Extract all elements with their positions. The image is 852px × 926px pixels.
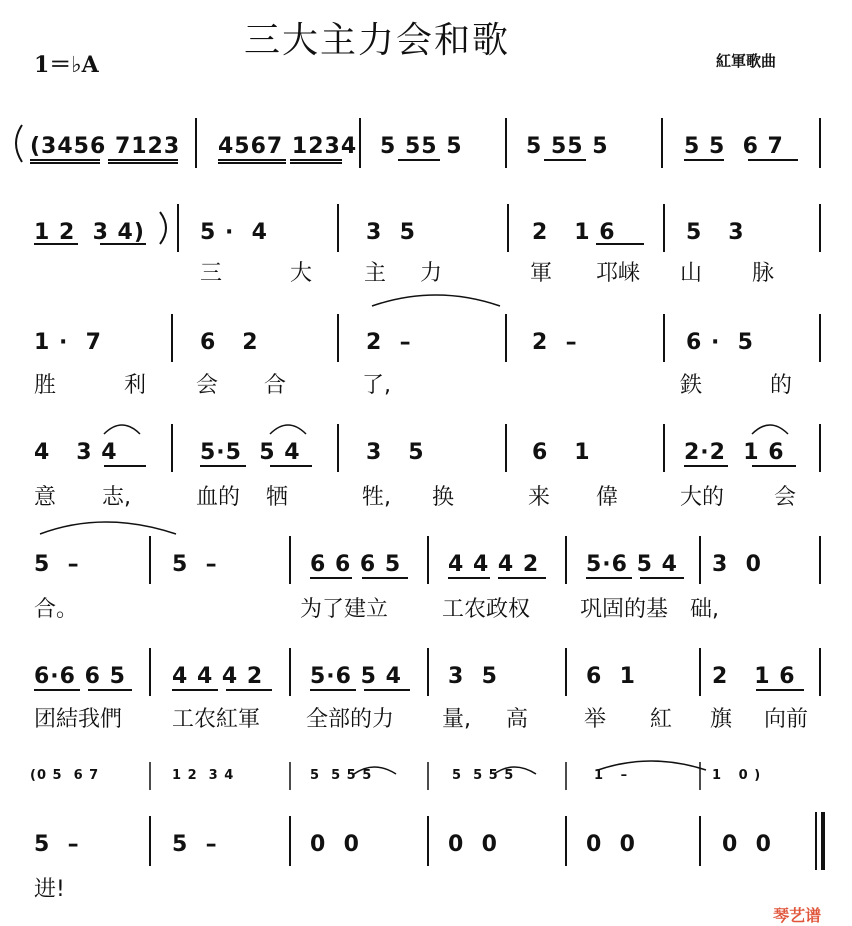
measure-notes: 5 – bbox=[34, 832, 80, 857]
slur-icon bbox=[40, 522, 176, 534]
measure-notes: 6 6 6 5 bbox=[310, 552, 402, 577]
measure-notes: 6 · 5 bbox=[686, 330, 754, 355]
measure-notes: 4567 1234 bbox=[218, 134, 358, 159]
measure-notes: 5·5 5 4 bbox=[200, 440, 301, 465]
lyric-syllable: 会 bbox=[774, 485, 797, 510]
measure-notes: 5·6 5 4 bbox=[586, 552, 678, 577]
measure-notes: 5 5 5 5 bbox=[452, 768, 515, 783]
slur-icon bbox=[104, 425, 140, 434]
measure-notes: 2 1 6 bbox=[532, 220, 616, 245]
measure-notes: 1 0 ) bbox=[712, 768, 762, 783]
lyric-syllable: 团結我們 bbox=[34, 707, 123, 732]
measure-notes: 5 · 4 bbox=[200, 220, 268, 245]
lyric-syllable: 进! bbox=[34, 877, 65, 902]
measure-notes: 1 2 3 4) bbox=[34, 220, 145, 245]
measure-notes: 3 5 bbox=[448, 664, 498, 689]
lyric-syllable: 工农政权 bbox=[442, 597, 531, 622]
measure-notes: 2 – bbox=[532, 330, 578, 355]
lyric-syllable: 全部的力 bbox=[306, 707, 395, 732]
lyric-syllable: 牲, bbox=[362, 485, 391, 510]
measure-notes: 5 – bbox=[172, 552, 218, 577]
key-signature: 1＝♭A bbox=[34, 52, 99, 78]
qinyipu-logo-icon bbox=[762, 884, 821, 926]
lyric-syllable: 础, bbox=[690, 597, 719, 622]
lyric-syllable: 力 bbox=[420, 261, 443, 286]
lyric-syllable: 来 bbox=[528, 485, 551, 510]
lyric-syllable: 的 bbox=[770, 373, 793, 398]
lyric-syllable: 脉 bbox=[752, 261, 775, 286]
slur-icon bbox=[752, 425, 788, 434]
lyric-syllable: 大 bbox=[290, 261, 313, 286]
measure-notes: 6 1 bbox=[586, 664, 636, 689]
slur-icon bbox=[160, 212, 166, 244]
lyric-syllable: 牺 bbox=[266, 485, 289, 510]
lyric-syllable: 利 bbox=[124, 373, 147, 398]
lyric-syllable: 旗 bbox=[710, 707, 733, 732]
lyric-syllable: 鉄 bbox=[680, 373, 703, 398]
measure-notes: 2·2 1 6 bbox=[684, 440, 785, 465]
song-credit: 紅軍歌曲 bbox=[716, 52, 777, 70]
measure-notes: 0 0 bbox=[722, 832, 772, 857]
slur-icon bbox=[372, 295, 500, 306]
lyric-syllable: 胜 bbox=[34, 373, 57, 398]
lyric-syllable: 合。 bbox=[34, 597, 79, 622]
measure-notes: 5 3 bbox=[686, 220, 745, 245]
lyric-syllable: 了, bbox=[362, 373, 391, 398]
measure-notes: 5 – bbox=[172, 832, 218, 857]
measure-notes: (0 5 6 7 bbox=[30, 768, 100, 783]
measure-notes: 6 1 bbox=[532, 440, 591, 465]
slur-icon bbox=[494, 767, 536, 774]
measure-notes: (3456 7123 bbox=[30, 134, 181, 159]
slur-icon bbox=[16, 125, 22, 162]
measure-notes: 2 – bbox=[366, 330, 412, 355]
lyric-syllable: 三 bbox=[200, 261, 223, 286]
measure-notes: 0 0 bbox=[586, 832, 636, 857]
measure-notes: 3 0 bbox=[712, 552, 762, 577]
lyric-syllable: 主 bbox=[364, 261, 387, 286]
lyric-syllable: 会 bbox=[196, 373, 219, 398]
measure-notes: 5 55 5 bbox=[526, 134, 609, 159]
slur-icon bbox=[270, 425, 306, 434]
lyric-syllable: 为了建立 bbox=[300, 597, 389, 622]
lyric-syllable: 軍 bbox=[530, 261, 553, 286]
measure-notes: 1 · 7 bbox=[34, 330, 102, 355]
lyric-syllable: 工农紅軍 bbox=[172, 707, 261, 732]
lyric-syllable: 紅 bbox=[650, 707, 673, 732]
measure-notes: 5 – bbox=[34, 552, 80, 577]
lyric-syllable: 邛崃 bbox=[596, 261, 641, 286]
measure-notes: 2 1 6 bbox=[712, 664, 796, 689]
lyric-syllable: 巩固的基 bbox=[580, 597, 669, 622]
lyric-syllable: 合 bbox=[264, 373, 287, 398]
lyric-syllable: 意 bbox=[34, 485, 57, 510]
measure-notes: 5·6 5 4 bbox=[310, 664, 402, 689]
lyric-syllable: 血的 bbox=[196, 485, 241, 510]
measure-notes: 5 55 5 bbox=[380, 134, 463, 159]
measure-notes: 3 5 bbox=[366, 220, 416, 245]
measure-notes: 6 2 bbox=[200, 330, 259, 355]
measure-notes: 0 0 bbox=[310, 832, 360, 857]
measure-notes: 1 2 3 4 bbox=[172, 768, 235, 783]
lyric-syllable: 量, bbox=[442, 707, 471, 732]
slur-icon bbox=[598, 761, 706, 770]
measure-notes: 3 5 bbox=[366, 440, 425, 465]
lyric-syllable: 山 bbox=[680, 261, 703, 286]
watermark-text: 琴艺谱 bbox=[773, 906, 822, 925]
lyric-syllable: 高 bbox=[506, 707, 529, 732]
measure-notes: 4 4 4 2 bbox=[172, 664, 264, 689]
lyric-syllable: 大的 bbox=[680, 485, 725, 510]
measure-notes: 4 3 4 bbox=[34, 440, 118, 465]
song-title: 三大主力会和歌 bbox=[244, 20, 511, 61]
lyric-syllable: 换 bbox=[432, 485, 455, 510]
measure-notes: 6·6 6 5 bbox=[34, 664, 126, 689]
measure-notes: 4 4 4 2 bbox=[448, 552, 540, 577]
slur-icon bbox=[354, 767, 396, 774]
measure-notes: 1 – bbox=[594, 768, 629, 783]
lyric-syllable: 向前 bbox=[764, 707, 809, 732]
lyric-syllable: 志, bbox=[102, 485, 131, 510]
measure-notes: 5 5 6 7 bbox=[684, 134, 784, 159]
measure-notes: 0 0 bbox=[448, 832, 498, 857]
lyric-syllable: 举 bbox=[584, 707, 607, 732]
measure-notes: 5 5 5 5 bbox=[310, 768, 373, 783]
lyric-syllable: 偉 bbox=[596, 485, 619, 510]
